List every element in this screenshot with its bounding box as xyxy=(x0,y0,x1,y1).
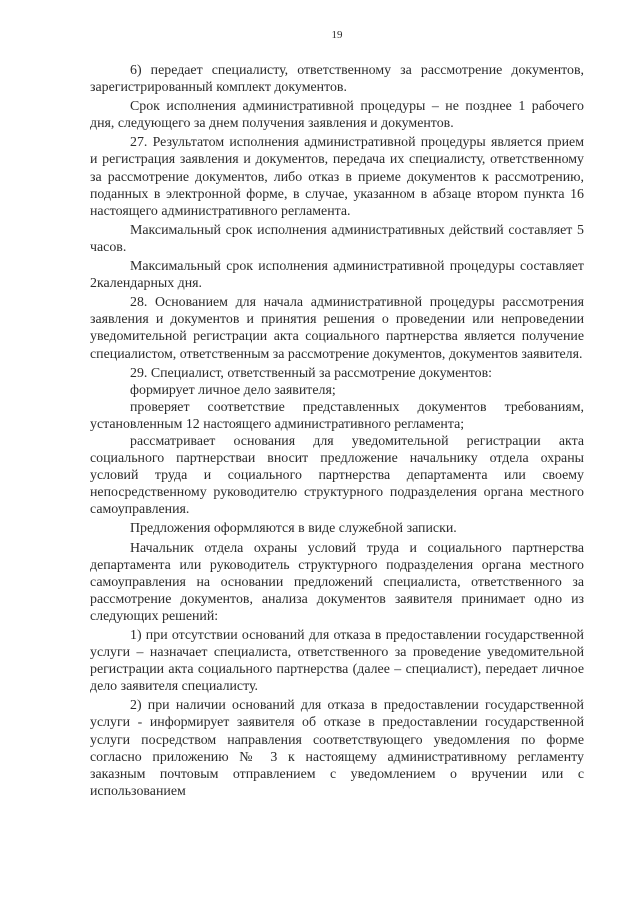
paragraph-decision-2: 2) при наличии оснований для отказа в предоставлении государственной услуги - информирует заявителя об отказе в предоставлении государственной услуги посредством направления соответствующего уведомления по форме согласно приложению № 3 к настоящему административному регламенту заказным почтовым отправлением с уведомлением о вручении или с использованием xyxy=(90,698,584,799)
paragraph-28: 28. Основанием для начала административной процедуры рассмотрения заявления и документов и принятия решения о проведении или непроведении уведомительной регистрации акта социального партнерства является получение специалистом, ответственным за рассмотрение документов, документов заявителя. xyxy=(90,295,584,362)
paragraph-27: 27. Результатом исполнения административной процедуры является прием и регистрация заявления и документов, передача их специалисту, ответственному за рассмотрение документов, либо отказ в приеме документов к рассмотрению, поданных в электронной форме, в случае, указанном в абзаце втором пункта 16 настоящего административного регламента. xyxy=(90,135,584,219)
page-number: 19 xyxy=(331,29,343,41)
paragraph-item-6: 6) передает специалисту, ответственному за рассмотрение документов, зарегистрированный комплект документов. xyxy=(90,63,584,96)
paragraph-29-considers: рассматривает основания для уведомительной регистрации акта социального партнерстваи вносит предложение начальнику отдела охраны условий труда и социального партнерства департамента или своему непосредственному руководителю структурного подразделения органа местного самоуправления. xyxy=(90,433,584,518)
paragraph-decision-1: 1) при отсутствии оснований для отказа в предоставлении государственной услуги – назначает специалиста, ответственного за проведение уведомительной регистрации акта социального партнерства (далее – специалист), передает личное дело заявителя специалисту. xyxy=(90,628,584,695)
paragraph-29-forms-file: формирует личное дело заявителя; xyxy=(130,382,336,398)
paragraph-29-checks: проверяет соответствие представленных документов требованиям, установленным 12 настоящего административного регламента; xyxy=(90,399,584,432)
paragraph-max-procedure: Максимальный срок исполнения административной процедуры составляет 2календарных дня. xyxy=(90,259,584,292)
paragraph-max-actions: Максимальный срок исполнения административных действий составляет 5 часов. xyxy=(90,222,584,255)
paragraph-deadline-1: Срок исполнения административной процедуры – не позднее 1 рабочего дня, следующего за днем получения заявления и документов. xyxy=(90,99,584,132)
paragraph-29: 29. Специалист, ответственный за рассмотрение документов: xyxy=(130,365,492,381)
paragraph-head-decision: Начальник отдела охраны условий труда и социального партнерства департамента или руководитель структурного подразделения органа местного самоуправления на основании предложений специалиста, ответственного за рассмотрение документов, анализа документов заявителя принимает одно из следующих решений: xyxy=(90,540,584,624)
paragraph-memo: Предложения оформляются в виде служебной записки. xyxy=(130,521,457,537)
